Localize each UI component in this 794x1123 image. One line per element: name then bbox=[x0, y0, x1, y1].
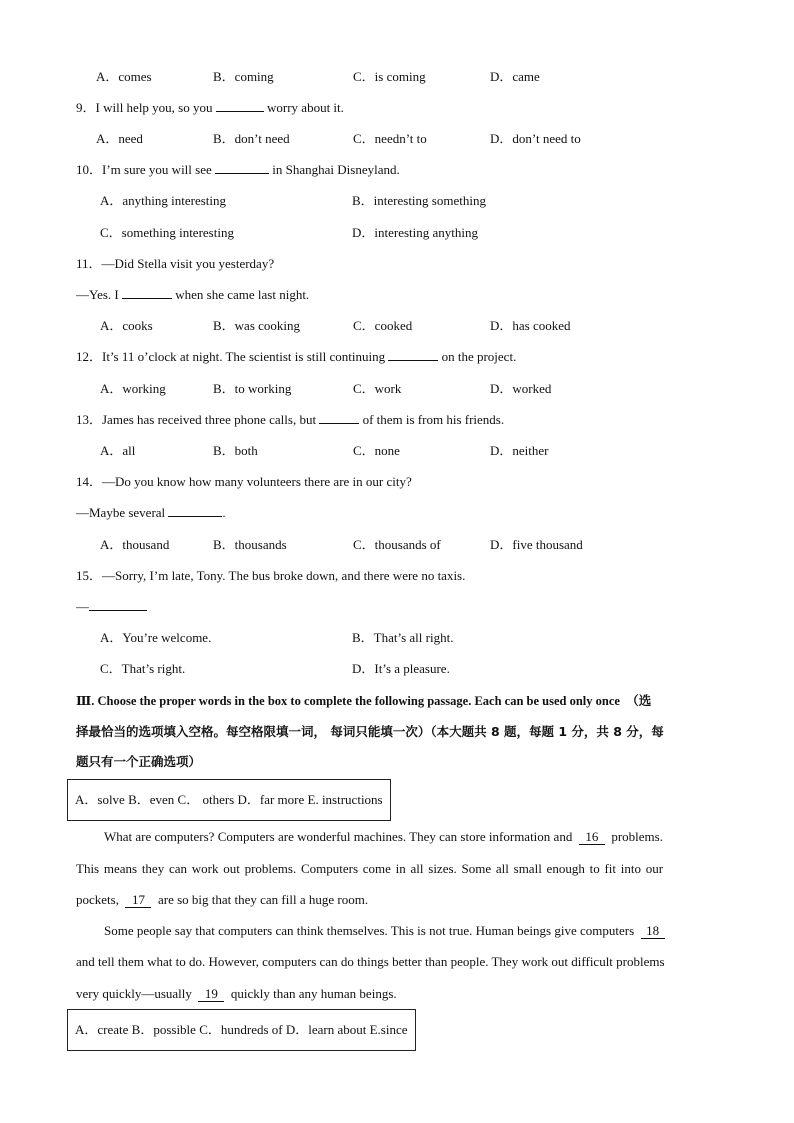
answer-blank bbox=[216, 99, 264, 112]
section3-heading-cn-line2: 择最恰当的选项填入空格。每空格限填一词， 每词只能填一次）（本大题共 8 题，每题 1 分，共 8 分，每 bbox=[76, 724, 664, 739]
q15-reply: — bbox=[76, 598, 147, 616]
answer-blank bbox=[122, 286, 172, 299]
q15-option-d: D．It’s a pleasure. bbox=[352, 661, 450, 676]
q9-option-b: B．don’t need bbox=[213, 131, 290, 146]
q11-option-b: B．was cooking bbox=[213, 318, 301, 333]
passage-p1-line3: pockets, 17 are so big that they can fill a huge room. bbox=[76, 892, 369, 907]
q12-option-d: D．worked bbox=[490, 381, 552, 396]
q10-stem: 10．I’m sure you will see in Shanghai Disneyland. bbox=[76, 162, 400, 177]
q14-option-a: A．thousand bbox=[100, 537, 170, 552]
q13-option-a: A．all bbox=[100, 443, 136, 458]
answer-blank bbox=[168, 504, 222, 517]
q8-option-d: D．came bbox=[490, 69, 540, 84]
q10-option-c: C．something interesting bbox=[100, 225, 234, 240]
q15-option-c: C．That’s right. bbox=[100, 661, 186, 676]
section3-heading-cn-line3: 题只有一个正确选项） bbox=[76, 754, 202, 769]
passage-p2-line3: very quickly—usually 19 quickly than any human beings. bbox=[76, 986, 397, 1001]
blank-19: 19 bbox=[198, 987, 224, 1002]
q9-option-d: D．don’t need to bbox=[490, 131, 581, 146]
q11-option-a: A．cooks bbox=[100, 318, 153, 333]
q8-option-a: A．comes bbox=[96, 69, 152, 84]
q9-option-a: A．need bbox=[96, 131, 143, 146]
q15-option-b: B．That’s all right. bbox=[352, 630, 454, 645]
blank-16: 16 bbox=[579, 830, 605, 845]
q11-stem: 11．—Did Stella visit you yesterday? bbox=[76, 256, 275, 271]
q9-option-c: C．needn’t to bbox=[353, 131, 427, 146]
q11-reply: —Yes. I when she came last night. bbox=[76, 287, 310, 302]
q12-option-a: A．working bbox=[100, 381, 166, 396]
q15-stem: 15．—Sorry, I’m late, Tony. The bus broke down, and there were no taxis. bbox=[76, 568, 466, 583]
q12-stem: 12．It’s 11 o’clock at night. The scientist is still continuing on the project. bbox=[76, 349, 517, 364]
q11-option-d: D．has cooked bbox=[490, 318, 571, 333]
answer-blank bbox=[215, 161, 269, 174]
q10-option-d: D．interesting anything bbox=[352, 225, 479, 240]
q13-stem: 13．James has received three phone calls, but of them is from his friends. bbox=[76, 412, 505, 427]
q10-option-b: B．interesting something bbox=[352, 193, 486, 208]
q14-option-d: D．five thousand bbox=[490, 537, 583, 552]
q14-option-b: B．thousands bbox=[213, 537, 287, 552]
word-box-2: A．create B．possible C．hundreds of D．learn about E.since bbox=[67, 1009, 416, 1051]
q14-reply: —Maybe several . bbox=[76, 505, 226, 520]
passage-p1-line1: What are computers? Computers are wonderful machines. They can store information and 16 problems. bbox=[104, 829, 663, 844]
q13-option-d: D．neither bbox=[490, 443, 549, 458]
answer-blank bbox=[388, 348, 438, 361]
q8-option-b: B．coming bbox=[213, 69, 274, 84]
q8-option-c: C．is coming bbox=[353, 69, 426, 84]
blank-17: 17 bbox=[125, 893, 151, 908]
q14-stem: 14．—Do you know how many volunteers there are in our city? bbox=[76, 474, 412, 489]
blank-18: 18 bbox=[641, 924, 665, 939]
q14-option-c: C．thousands of bbox=[353, 537, 441, 552]
q12-option-c: C．work bbox=[353, 381, 402, 396]
q13-option-c: C．none bbox=[353, 443, 400, 458]
answer-blank bbox=[319, 411, 359, 424]
q15-option-a: A．You’re welcome. bbox=[100, 630, 212, 645]
q13-option-b: B．both bbox=[213, 443, 258, 458]
q10-option-a: A．anything interesting bbox=[100, 193, 227, 208]
answer-blank bbox=[89, 598, 147, 611]
section3-heading: Ⅲ. Choose the proper words in the box to complete the following passage. Each can be used only once （选 bbox=[76, 693, 652, 708]
passage-p2-line2: and tell them what to do. However, computers can do things better than people. They work out difficult problems bbox=[76, 954, 665, 969]
word-box-1: A．solve B．even C． others D．far more E. instructions bbox=[67, 779, 391, 821]
q11-option-c: C．cooked bbox=[353, 318, 413, 333]
q12-option-b: B．to working bbox=[213, 381, 292, 396]
passage-p2-line1: Some people say that computers can think themselves. This is not true. Human beings give computers 18 bbox=[104, 922, 665, 940]
q9-stem: 9．I will help you, so you worry about it. bbox=[76, 100, 344, 115]
passage-p1-line2: This means they can work out problems. Computers come in all sizes. Some all small enough to fit into our bbox=[76, 861, 664, 876]
